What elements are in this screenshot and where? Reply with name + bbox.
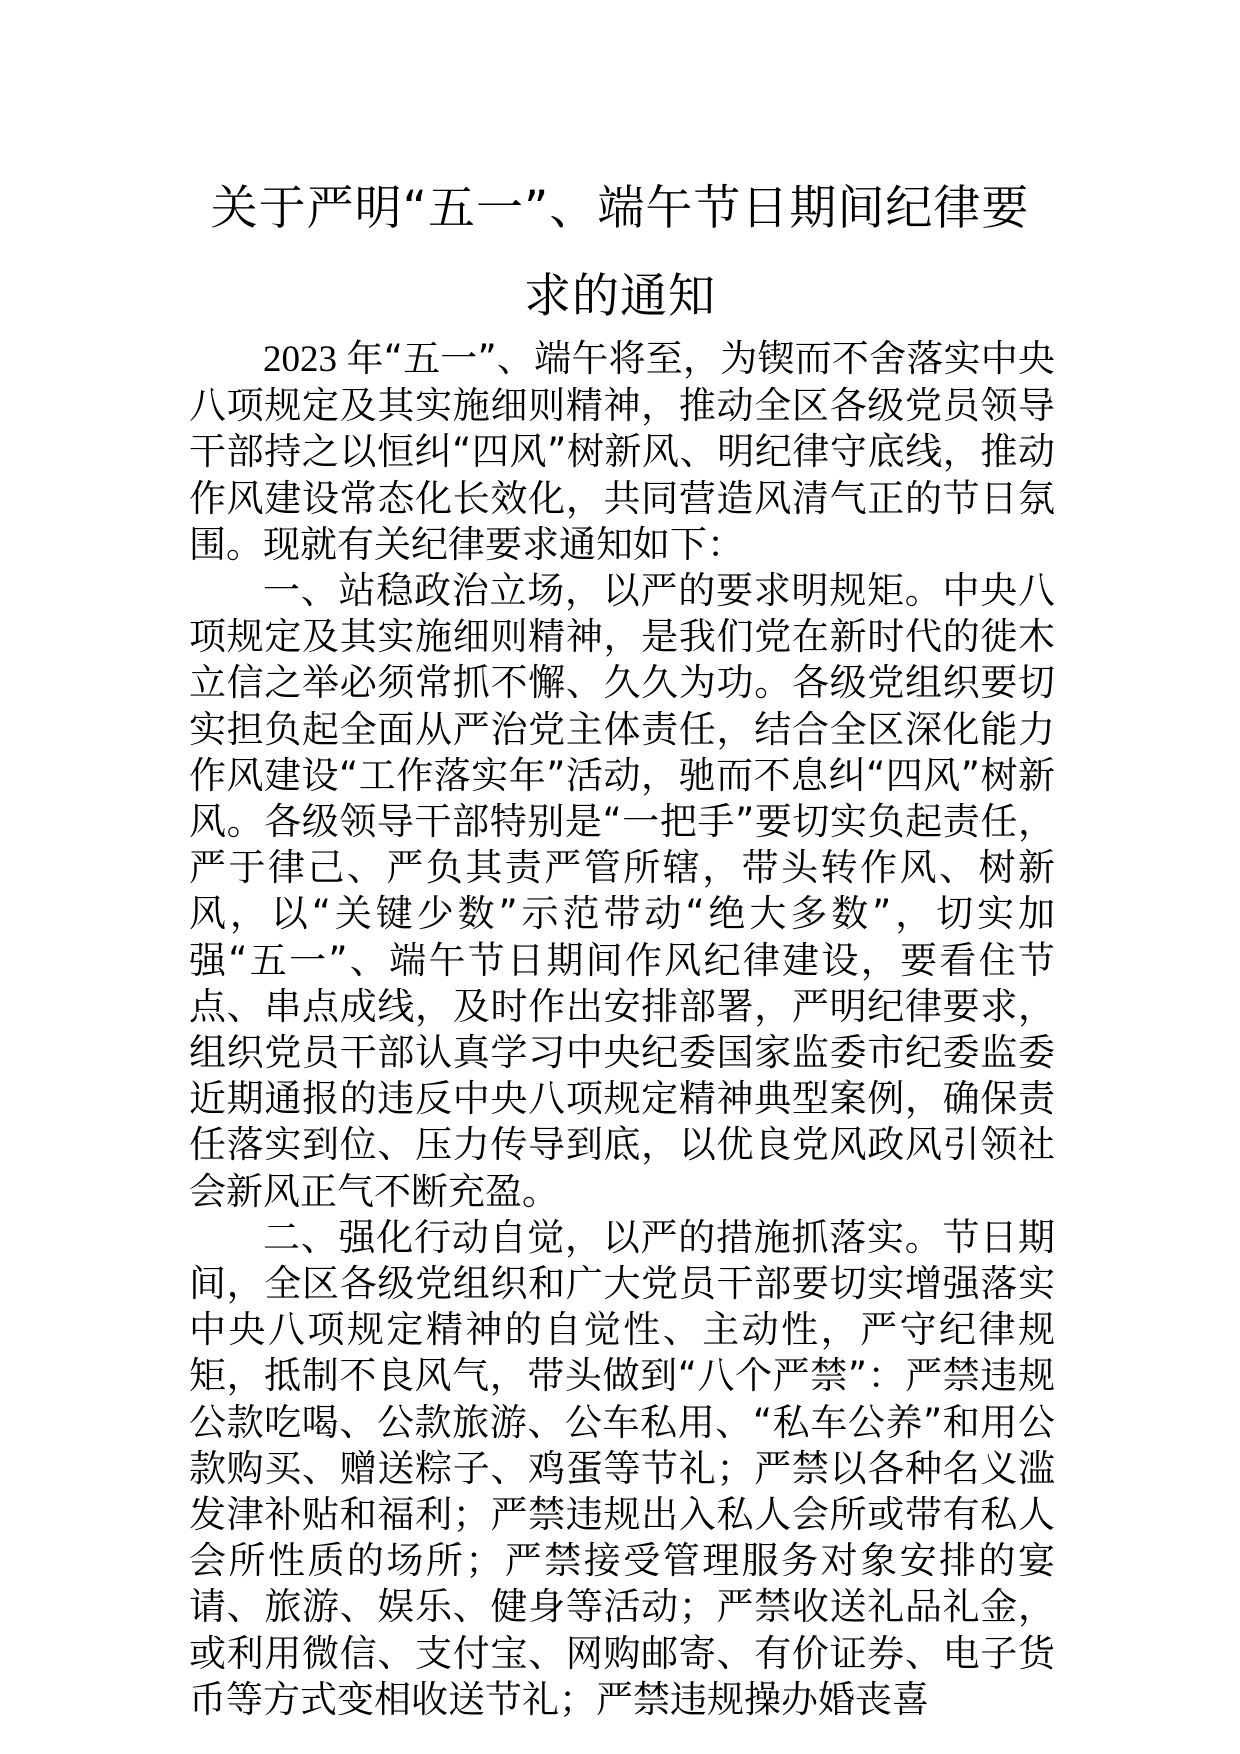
section-1-paragraph: 一、站稳政治立场，以严的要求明规矩。中央八项规定及其实施细则精神，是我们党在新时代的徙木立信之举必须常抓不懈、久久为功。各级党组织要切实担负起全面从严治党主体责任，结合全区深化能力作风建设“工作落实年”活动，驰而不息纠“四风”树新风。各级领导干部特别是“一把手”要切实负起责任，严于律己、严负其责严管所辖，带头转作风、树新风，以“关键少数”示范带动“绝大多数”，切实加强“五一”、端午节日期间作风纪律建设，要看住节点、串点成线，及时作出安排部署，严明纪律要求，组织党员干部认真学习中央纪委国家监委市纪委监委近期通报的违反中央八项规定精神典型案例，确保责任落实到位、压力传导到底，以优良党风政风引领社会新风正气不断充盈。	[189, 569, 1055, 1213]
title-line-2: 求的通知	[524, 269, 716, 324]
section-2-paragraph: 二、强化行动自觉，以严的措施抓落实。节日期间，全区各级党组织和广大党员干部要切实增强落实中央八项规定精神的自觉性、主动性，严守纪律规矩，抵制不良风气，带头做到“八个严禁”：严禁违规公款吃喝、公款旅游、公车私用、“私车公养”和用公款购买、赠送粽子、鸡蛋等节礼；严禁以各种名义滥发津补贴和福利；严禁违规出入私人会所或带有私人会所性质的场所；严禁接受管理服务对象安排的宴请、旅游、娱乐、健身等活动；严禁收送礼品礼金，或利用微信、支付宝、网购邮寄、有价证券、电子货币等方式变相收送节礼；严禁违规操办婚丧喜	[189, 1215, 1055, 1721]
intro-text: “五一”、端午将至，为锲而不舍落实中央八项规定及其实施细则精神，推动全区各级党员领导干部持之以恒纠“四风”树新风、明纪律守底线，推动作风建设常态化长效化，共同营造风清气正的节日氛围。现就有关纪律要求通知如下：	[189, 337, 1056, 566]
document-body	[189, 336, 1055, 1723]
document-title	[150, 165, 1090, 341]
title-line-1: 关于严明“五一”、端午节日期间纪律要	[210, 181, 1030, 236]
intro-paragraph	[189, 336, 1055, 568]
intro-year: 2023 年	[263, 339, 384, 380]
